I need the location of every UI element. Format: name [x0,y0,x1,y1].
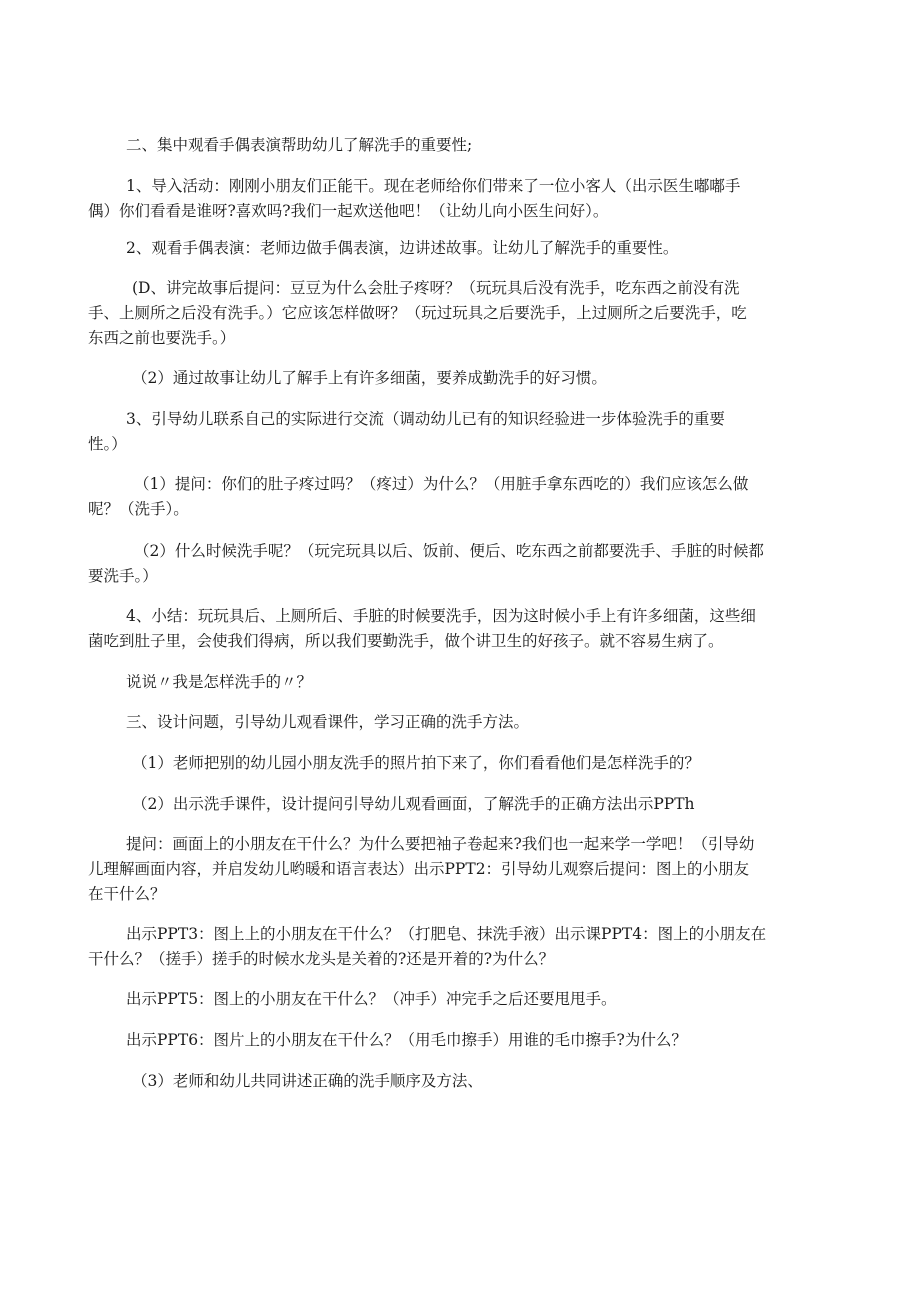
paragraph-how-i-wash [88,670,824,695]
text-line: （2）什么时候洗手呢？（玩完玩具以后、饭前、便后、吃东西之前都要洗手、手脏的时候都 [134,542,764,560]
text-line: 说说〃我是怎样洗手的〃？ [126,673,313,691]
paragraph-intro-activity [88,174,824,224]
text-line: 儿理解画面内容，并启发幼儿哟暖和语言表达）出示PPT2：引导幼儿观察后提问：图上的小朋友 [88,860,750,878]
paragraph-correct-order [88,1069,824,1094]
text-line: 1、导入活动：刚刚小朋友们正能干。现在老师给你们带来了一位小客人（出示医生嘟嘟手 [126,177,741,195]
text-line: 性。） [88,435,127,453]
paragraph-germs-habit [88,366,824,391]
paragraph-photos [88,751,824,776]
text-line: （2）通过故事让幼儿了解手上有许多细菌，要养成勤洗手的好习惯。 [132,369,607,387]
text-line: 2、观看手偶表演：老师边做手偶表演，边讲述故事。让幼儿了解洗手的重要性。 [126,239,679,257]
text-line: 4、小结：玩玩具后、上厕所后、手脏的时候要洗手，因为这时候小手上有许多细菌，这些细 [126,607,756,625]
paragraph-question-two [88,539,824,589]
text-line: 偶）你们看看是谁呀?喜欢吗?我们一起欢送他吧！（让幼儿向小医生问好）。 [88,202,609,220]
paragraph-ppt6 [88,1028,824,1053]
paragraph-section-two-heading [88,133,824,158]
text-line: 提问：画面上的小朋友在干什么？为什么要把袖子卷起来?我们也一起来学一学吧！（引导幼 [126,835,755,853]
text-line: （2）出示洗手课件，设计提问引导幼儿观看画面，了解洗手的正确方法出示PPTh [132,795,695,813]
paragraph-courseware [88,792,824,817]
text-line: 呢？（洗手）。 [88,500,189,518]
text-line: 菌吃到肚子里，会使我们得病，所以我们要勤洗手，做个讲卫生的好孩子。就不容易生病了。 [88,632,724,650]
paragraph-section-three-heading [88,710,824,735]
text-line: 出示PPT3：图上上的小朋友在干什么？（打肥皂、抹洗手液）出示课PPT4：图上的小朋友在 [126,925,767,943]
text-line: (D、讲完故事后提问：豆豆为什么会肚子疼呀？（玩玩具后没有洗手，吃东西之前没有洗 [132,279,740,297]
text-line: 在干什么？ [88,885,166,903]
text-line: 出示PPT6：图片上的小朋友在干什么？（用毛巾擦手）用谁的毛巾擦手?为什么？ [126,1031,687,1049]
text-line: 3、引导幼儿联系自己的实际进行交流（调动幼儿已有的知识经验进一步体验洗手的重要 [126,410,725,428]
text-line: 出示PPT5：图上的小朋友在干什么？（冲手）冲完手之后还要甩甩手。 [126,990,617,1008]
text-line: 要洗手。） [88,567,158,585]
paragraph-discussion [88,407,824,457]
text-line: （1）提问：你们的肚子疼过吗？（疼过）为什么？（用脏手拿东西吃的）我们应该怎么做 [134,475,749,493]
text-line: （3）老师和幼儿共同讲述正确的洗手顺序及方法、 [132,1072,483,1090]
text-line: 东西之前也要洗手。） [88,329,236,347]
text-line: （1）老师把别的幼儿园小朋友洗手的照片拍下来了，你们看看他们是怎样洗手的？ [132,754,700,772]
paragraph-question-one [88,472,824,522]
text-line: 手、上厕所之后没有洗手。）它应该怎样做呀？（玩过玩具之后要洗手，上过厕所之后要洗手，吃 [88,304,747,322]
text-line: 二、集中观看手偶表演帮助幼儿了解洗手的重要性; [126,136,473,154]
paragraph-ppt5 [88,987,824,1012]
text-line: 三、设计问题，引导幼儿观看课件，学习正确的洗手方法。 [126,713,530,731]
text-line: 干什么？（搓手）搓手的时候水龙头是关着的?还是开着的?为什么？ [88,950,555,968]
paragraph-ppt3-ppt4 [88,922,824,972]
paragraph-puppet-show [88,236,824,261]
paragraph-summary [88,604,824,654]
paragraph-ppt1-question [88,832,824,907]
paragraph-story-question [88,276,824,351]
